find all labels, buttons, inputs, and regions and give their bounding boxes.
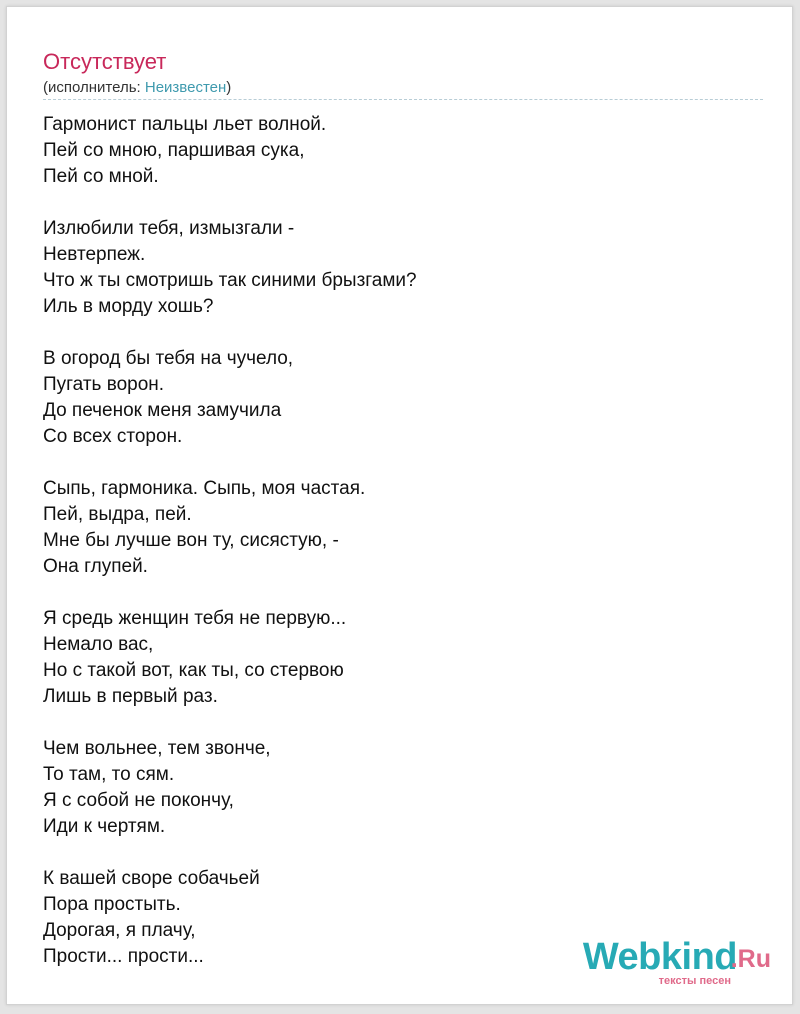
lyric-line: Дорогая, я плачу, bbox=[43, 920, 196, 941]
artist-suffix: ) bbox=[226, 79, 232, 96]
lyric-line: Пугать ворон. bbox=[43, 374, 165, 395]
lyric-line: В огород бы тебя на чучело, bbox=[43, 348, 294, 369]
lyric-line: Что ж ты смотришь так синими брызгами? bbox=[43, 270, 417, 291]
artist-line bbox=[43, 78, 231, 98]
logo-tld: .Ru bbox=[730, 945, 771, 973]
lyric-line: Немало вас, bbox=[43, 634, 154, 655]
lyric-line: К вашей своре собачьей bbox=[43, 868, 260, 889]
lyric-line: Лишь в первый раз. bbox=[43, 686, 218, 707]
lyric-line: Иль в морду хошь? bbox=[43, 296, 214, 317]
content-card bbox=[6, 6, 793, 1005]
lyric-line: Прости... прости... bbox=[43, 946, 204, 967]
lyric-line: Она глупей. bbox=[43, 556, 148, 577]
lyric-line: Гармонист пальцы льет волной. bbox=[43, 114, 327, 135]
dashed-divider bbox=[43, 99, 763, 100]
artist-link[interactable]: Неизвестен bbox=[144, 79, 227, 96]
lyric-line: Пей со мной. bbox=[43, 166, 159, 187]
lyric-line: Я с собой не покончу, bbox=[43, 790, 234, 811]
lyric-line: Иди к чертям. bbox=[43, 816, 166, 837]
lyric-line: То там, то сям. bbox=[43, 764, 175, 785]
lyric-line: Чем вольнее, тем звонче, bbox=[43, 738, 271, 759]
lyric-line: Пей, выдра, пей. bbox=[43, 504, 192, 525]
lyric-line: Невтерпеж. bbox=[43, 244, 146, 265]
lyric-line: Пей со мною, паршивая сука, bbox=[43, 140, 305, 161]
song-title: Отсутствует bbox=[43, 49, 167, 74]
stanza bbox=[43, 606, 417, 710]
lyric-line: Мне бы лучше вон ту, сисястую, - bbox=[43, 530, 339, 551]
lyric-line: Сыпь, гармоника. Сыпь, моя частая. bbox=[43, 478, 366, 499]
webkind-logo[interactable] bbox=[581, 937, 771, 987]
lyric-line: До печенок меня замучила bbox=[43, 400, 282, 421]
stanza bbox=[43, 736, 417, 840]
stanza bbox=[43, 476, 417, 580]
lyric-line: Я средь женщин тебя не первую... bbox=[43, 608, 347, 629]
logo-tagline: тексты песен bbox=[658, 975, 731, 987]
lyric-line: Пора простыть. bbox=[43, 894, 181, 915]
lyric-line: Но с такой вот, как ты, со стервою bbox=[43, 660, 344, 681]
lyrics-body bbox=[43, 112, 417, 996]
logo-word: Webkind bbox=[582, 936, 737, 978]
stanza bbox=[43, 216, 417, 320]
artist-prefix: (исполнитель: bbox=[43, 79, 145, 96]
stanza bbox=[43, 112, 417, 190]
stanza bbox=[43, 346, 417, 450]
lyric-line: Со всех сторон. bbox=[43, 426, 183, 447]
stanza bbox=[43, 866, 417, 970]
lyric-line: Излюбили тебя, измызгали - bbox=[43, 218, 295, 239]
